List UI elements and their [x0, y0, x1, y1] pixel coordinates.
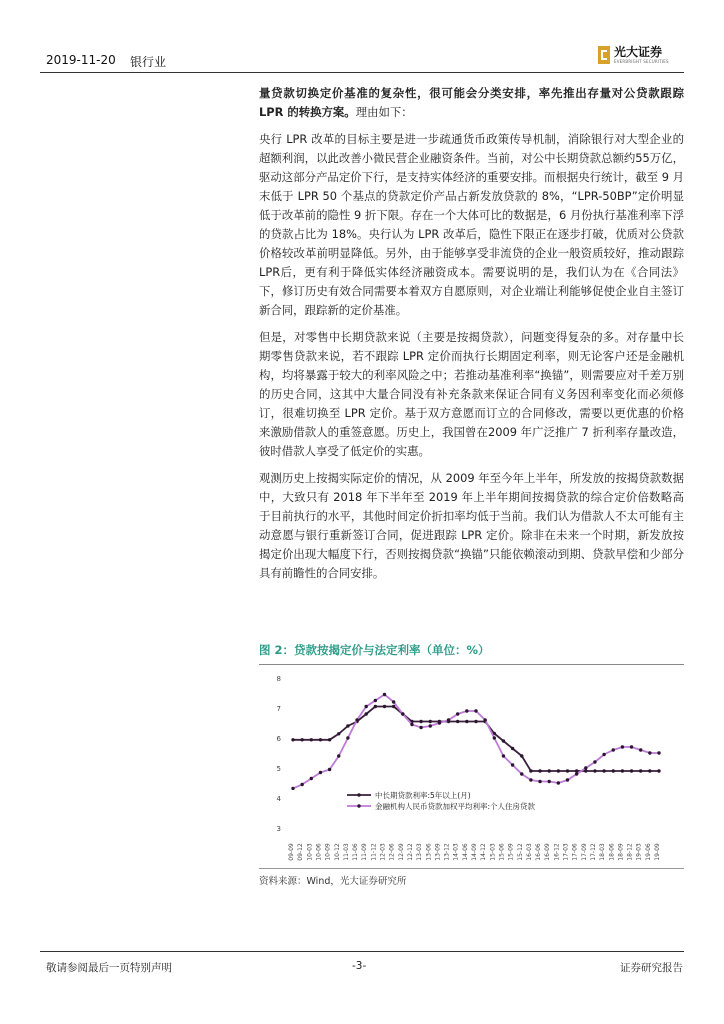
series-2-point: [456, 712, 459, 715]
series-2-point: [575, 772, 578, 775]
series-1-point: [538, 769, 541, 772]
x-tick-label: 19-06: [644, 843, 652, 861]
x-tick-label: 13-12: [443, 843, 451, 861]
series-2-point: [584, 766, 587, 769]
x-tick-label: 11-12: [370, 843, 378, 861]
series-2-point: [337, 754, 340, 757]
x-tick-label: 11-09: [361, 843, 369, 861]
x-tick-label: 17-06: [571, 843, 579, 861]
series-2-point: [493, 736, 496, 739]
series-2-point: [319, 771, 322, 774]
series-2-point: [429, 724, 432, 727]
x-tick-label: 17-09: [580, 843, 588, 861]
series-2-point: [401, 712, 404, 715]
page-number: -3-: [352, 960, 367, 972]
x-tick-label: 10-09: [324, 843, 332, 861]
series-1-point: [602, 769, 605, 772]
rate-chart: [259, 666, 684, 866]
series-2-point: [621, 745, 624, 748]
legend-label-2: 金融机构人民币贷款加权平均利率:个人住房贷款: [375, 802, 536, 811]
series-1-point: [511, 747, 514, 750]
x-tick-label: 15-09: [507, 843, 515, 861]
series-1-point: [291, 738, 294, 741]
paragraph-3: 但是，对零售中长期贷款来说（主要是按揭贷款），问题变得复杂的多。对存量中长期零售贷款来说，若不跟踪 LPR 定价而执行长期固定利率，则无论客户还是金融机构，均将暴露于较大的利率风险之中；若推动基准利率“换锚”，则需要应对千差万别的历史合同，这其中大量合同没有补充条款来保证合同有义务因利率变化而必须修订，很难切换至 LPR 定价。基于双方意愿而订立的合同修改，需要以更优惠的价格来激励借款人的重签意愿。历史上，我国曾在2009 年广泛推广 7 折利率存量改造，彼时借款人享受了低定价的实惠。: [259, 330, 684, 458]
series-2-point: [465, 709, 468, 712]
series-2-point: [602, 753, 605, 756]
series-2-point: [511, 763, 514, 766]
series-1-point: [429, 720, 432, 723]
report-date: 2019-11-20: [46, 53, 116, 67]
series-2-point: [300, 783, 303, 786]
x-tick-label: 17-03: [562, 843, 570, 861]
y-tick-label: 6: [276, 735, 281, 743]
x-tick-label: 11-03: [342, 843, 350, 861]
series-1-point: [365, 712, 368, 715]
series-1-point: [374, 705, 377, 708]
series-1-point: [612, 769, 615, 772]
series-1-point: [557, 769, 560, 772]
legend-marker-1: [357, 793, 360, 796]
series-1-point: [328, 738, 331, 741]
x-tick-label: 14-03: [452, 843, 460, 861]
x-tick-label: 12-12: [406, 843, 414, 861]
series-1-point: [346, 724, 349, 727]
paragraph-1-rest: 理由如下：: [355, 105, 413, 119]
x-tick-label: 12-09: [397, 843, 405, 861]
series-1-point: [630, 769, 633, 772]
footer-disclaimer: 敬请参阅最后一页特别声明: [46, 962, 172, 974]
series-2-point: [291, 787, 294, 790]
series-2-point: [648, 751, 651, 754]
x-tick-label: 16-09: [544, 843, 552, 861]
x-tick-label: 18-06: [608, 843, 616, 861]
y-tick-label: 8: [276, 675, 281, 683]
header-divider: [40, 72, 684, 73]
series-1-point: [392, 705, 395, 708]
series-2-point: [566, 778, 569, 781]
series-2-point: [419, 726, 422, 729]
legend-label-1: 中长期贷款利率:5年以上(月): [375, 791, 471, 800]
series-2-point: [548, 780, 551, 783]
y-tick-label: 4: [276, 795, 281, 803]
footer-report-type: 证券研究报告: [620, 962, 683, 974]
x-tick-label: 12-03: [379, 843, 387, 861]
series-1-point: [465, 720, 468, 723]
series-1-point: [310, 738, 313, 741]
paragraph-4: 观测历史上按揭实际定价的情况，从 2009 年至今年上半年，所发放的按揭贷款数据中，大致只有 2018 年下半年至 2019 年上半年期间按揭贷款的综合定价倍数略高于目前执行的水平，其他时间定价折扣率均低于当前。我们认为借款人不太可能有主动意愿与银行重新签订合同，促进跟踪 LPR 定价。除非在未来一个时期，新发放按揭定价出现大幅度下行，否则按揭贷款“换锚”只能依赖滚动到期、贷款早偿和少部分具有前瞻性的合同安排。: [259, 471, 684, 580]
x-tick-label: 15-12: [516, 843, 524, 861]
series-2-point: [374, 699, 377, 702]
logo-en-text: EVERBRIGHT SECURITIES: [614, 59, 669, 64]
report-body: [259, 84, 684, 591]
series-1-point: [593, 769, 596, 772]
x-tick-label: 16-03: [525, 843, 533, 861]
paragraph-1: [259, 84, 684, 122]
legend-marker-2: [357, 804, 360, 807]
paragraph-1-bold: 量贷款切换定价基准的复杂性，很可能会分类安排，率先推出存量对公贷款跟踪 LPR 的转换方案。: [259, 86, 684, 119]
x-tick-label: 18-09: [617, 843, 625, 861]
x-tick-label: 15-03: [489, 843, 497, 861]
x-tick-label: 14-09: [471, 843, 478, 861]
figure-title-divider: [259, 664, 684, 665]
x-tick-label: 13-03: [416, 843, 424, 861]
series-1-point: [419, 720, 422, 723]
series-2-point: [657, 751, 660, 754]
figure-source: 资料来源：Wind，光大证券研究所: [259, 876, 407, 887]
series-1-point: [621, 769, 624, 772]
series-2-point: [346, 736, 349, 739]
series-2-point: [557, 781, 560, 784]
series-2-point: [328, 768, 331, 771]
x-tick-label: 17-12: [589, 843, 597, 861]
series-2-point: [438, 721, 441, 724]
x-tick-label: 19-03: [635, 843, 643, 861]
rate-chart-svg: [259, 666, 684, 866]
x-tick-label: 16-06: [535, 843, 543, 861]
series-1-point: [383, 705, 386, 708]
series-line-2: [293, 695, 659, 789]
series-1-point: [657, 769, 660, 772]
series-2-point: [529, 778, 532, 781]
x-tick-label: 09-12: [297, 843, 305, 861]
x-tick-label: 10-06: [315, 843, 323, 861]
series-2-point: [538, 780, 541, 783]
series-2-point: [639, 748, 642, 751]
series-2-point: [520, 772, 523, 775]
series-2-point: [447, 718, 450, 721]
x-tick-label: 16-12: [553, 843, 561, 861]
series-1-point: [337, 732, 340, 735]
series-2-point: [612, 748, 615, 751]
series-1-point: [520, 754, 523, 757]
series-2-point: [630, 745, 633, 748]
paragraph-2: 央行 LPR 改革的目标主要是进一步疏通货币政策传导机制，消除银行对大型企业的超额利润，以此改善小微民营企业融资条件。当前，对公中长期贷款总额约55万亿，驱动这部分产品定价下行，是支持实体经济的重要安排。而根据央行统计，截至 9 月末低于 LPR 50 个基点的贷款定价产品占新发放贷款的 8%，“LPR-50BP”定价明显低于改革前的隐性 9 折下限。存在一个大体可比的数据是，6 月份执行基准利率下浮的贷款占比为 18%。央行认为 LPR 改革后，隐性下限正在逐步打破，优质对公贷款价格较改革前明显降低。另外，由于能够享受非流贷的企业一般资质较好，推动跟踪LPR后，更有利于降低实体经济融资成本。需要说明的是，我们认为在《合同法》下，修订历史有效合同需要本着双方自愿原则，对企业端让利能够促使企业自主签订新合同，跟踪新的定价基准。: [259, 132, 684, 317]
series-1-point: [548, 769, 551, 772]
y-tick-label: 5: [276, 765, 281, 773]
y-tick-label: 7: [276, 705, 281, 713]
series-1-point: [456, 720, 459, 723]
footer-divider: [40, 951, 684, 952]
source-divider: [259, 868, 684, 869]
series-2-point: [355, 718, 358, 721]
x-tick-label: 19-09: [654, 843, 661, 861]
logo-icon: [598, 46, 610, 64]
x-tick-label: 18-12: [626, 843, 634, 861]
x-tick-label: 12-06: [388, 843, 396, 861]
series-2-point: [502, 754, 505, 757]
series-2-point: [410, 723, 413, 726]
series-2-point: [310, 777, 313, 780]
series-1-point: [639, 769, 642, 772]
series-1-point: [529, 769, 532, 772]
series-1-point: [566, 769, 569, 772]
series-2-point: [593, 760, 596, 763]
figure-title: 图 2：贷款按揭定价与法定利率（单位：%）: [259, 643, 490, 657]
x-tick-label: 10-12: [333, 843, 341, 861]
x-tick-label: 14-12: [480, 843, 488, 861]
series-1-point: [300, 738, 303, 741]
x-tick-label: 13-09: [434, 843, 442, 861]
series-1-point: [319, 738, 322, 741]
x-tick-label: 14-06: [461, 843, 469, 861]
x-tick-label: 11-06: [352, 843, 360, 861]
series-2-point: [474, 709, 477, 712]
x-tick-label: 15-06: [498, 843, 506, 861]
series-1-point: [474, 720, 477, 723]
series-2-point: [483, 718, 486, 721]
x-tick-label: 09-09: [288, 843, 295, 861]
logo-cn-text: 光大证券: [614, 45, 663, 59]
series-1-point: [502, 739, 505, 742]
series-2-point: [392, 700, 395, 703]
x-tick-label: 10-03: [306, 843, 314, 861]
x-tick-label: 18-03: [599, 843, 607, 861]
series-2-point: [365, 705, 368, 708]
x-tick-label: 13-06: [425, 843, 433, 861]
series-1-point: [648, 769, 651, 772]
series-2-point: [383, 693, 386, 696]
company-logo: [598, 46, 669, 64]
report-industry: 银行业: [130, 55, 167, 69]
y-tick-label: 3: [276, 825, 281, 833]
